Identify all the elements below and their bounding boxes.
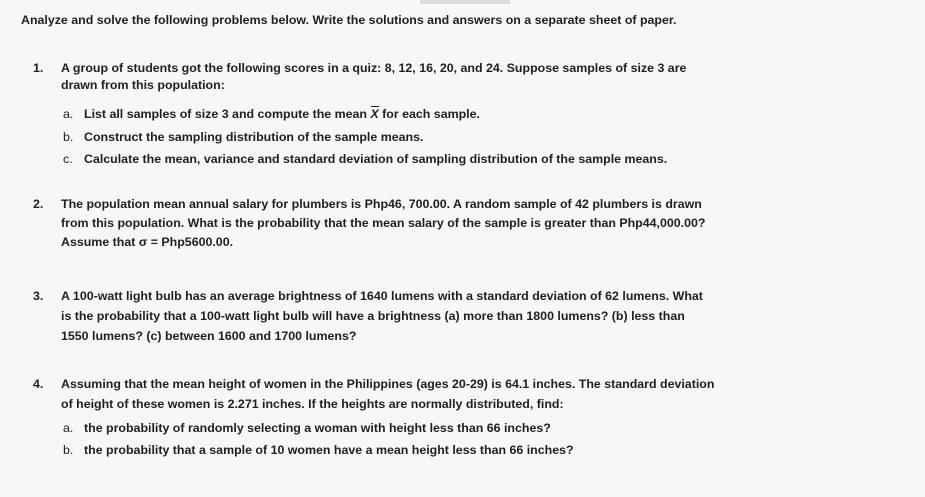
problem-1-line-2: drawn from this population: — [61, 78, 225, 92]
problem-3-line-2: is the probability that a 100-watt light bulb will have a brightness (a) more than 1800 lumens? (b) less than — [61, 309, 685, 323]
problem-1a-marker: a. — [63, 107, 74, 121]
problem-4b-marker: b. — [63, 443, 74, 457]
problem-2-line-2: from this population. What is the probability that the mean salary of the sample is greater than Php44,000.00? — [61, 216, 706, 230]
problem-4a-marker: a. — [63, 421, 74, 435]
x-bar-symbol: X — [370, 107, 379, 121]
problem-4a-text: the probability of randomly selecting a woman with height less than 66 inches? — [84, 421, 551, 435]
problem-3-line-1: A 100-watt light bulb has an average brightness of 1640 lumens with a standard deviation of 62 lumens. What — [61, 289, 703, 303]
problem-1b-text: Construct the sampling distribution of the sample means. — [84, 130, 424, 144]
problem-4-number: 4. — [33, 377, 44, 391]
problem-1a-text-after: for each sample. — [378, 107, 480, 121]
problem-2-line-1: The population mean annual salary for plumbers is Php46, 700.00. A random sample of 42 plumbers is drawn — [61, 197, 702, 211]
problem-1c-text: Calculate the mean, variance and standard deviation of sampling distribution of the sample means. — [84, 152, 668, 166]
problem-3-number: 3. — [33, 289, 44, 303]
problem-1-line-1: A group of students got the following scores in a quiz: 8, 12, 16, 20, and 24. Suppose samples of size 3 are — [61, 61, 687, 75]
problem-1c-marker: c. — [63, 152, 73, 166]
problem-4-line-2: of height of these women is 2.271 inches. If the heights are normally distributed, find: — [61, 397, 564, 411]
scan-edge-strip — [420, 0, 510, 4]
problem-4b-text: the probability that a sample of 10 women have a mean height less than 66 inches? — [84, 443, 574, 457]
problem-1a-text — [84, 106, 480, 123]
problem-3-line-3: 1550 lumens? (c) between 1600 and 1700 lumens? — [61, 329, 357, 343]
problem-1a-text-before: List all samples of size 3 and compute the mean — [84, 107, 371, 121]
problem-4-line-1: Assuming that the mean height of women in the Philippines (ages 20-29) is 64.1 inches. The standard deviation — [61, 377, 715, 391]
instructions-text: Analyze and solve the following problems below. Write the solutions and answers on a separate sheet of paper. — [21, 13, 677, 27]
problem-2-number: 2. — [33, 197, 44, 211]
problem-1-number: 1. — [33, 61, 44, 75]
problem-1b-marker: b. — [63, 130, 74, 144]
problem-2-line-3: Assume that σ = Php5600.00. — [61, 235, 234, 249]
